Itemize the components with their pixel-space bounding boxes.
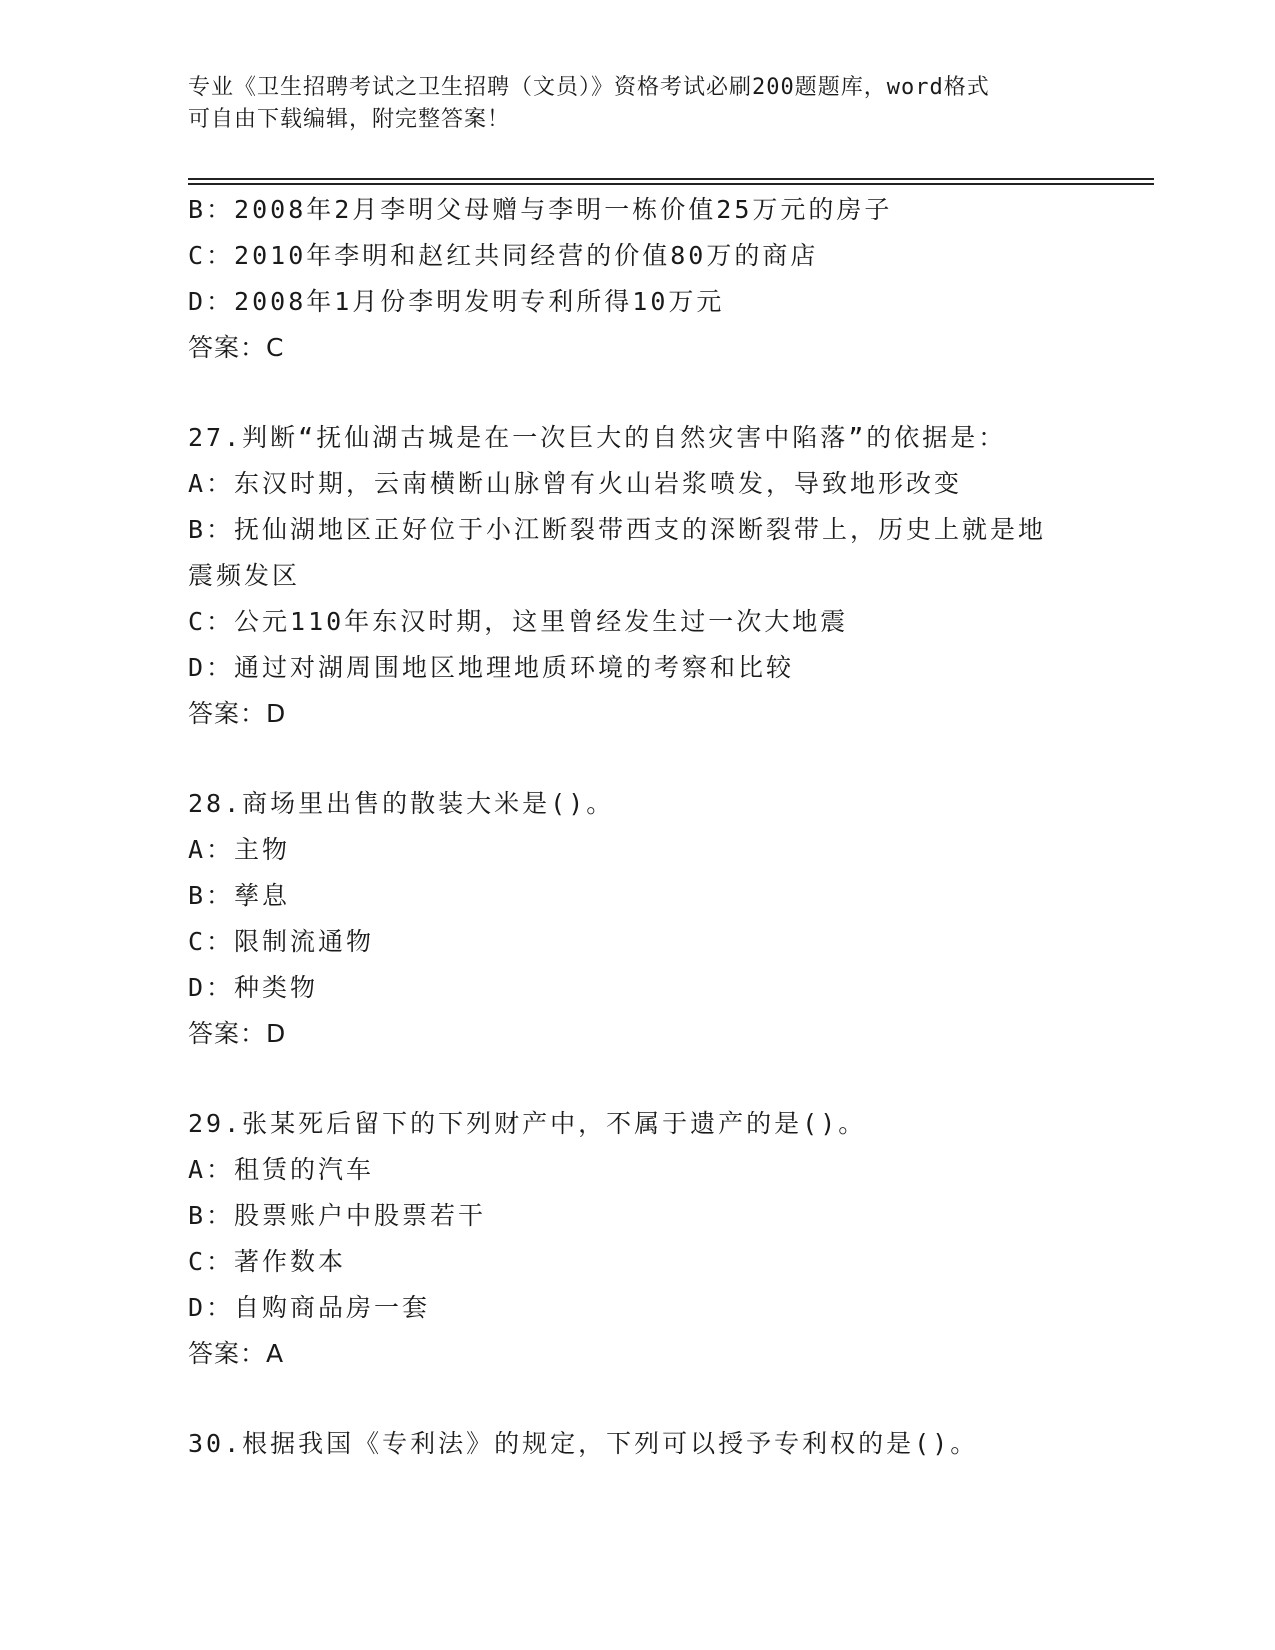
header-rule-top [188, 178, 1154, 180]
q27-question: 27.判断“抚仙湖古城是在一次巨大的自然灾害中陷落”的依据是： [188, 423, 1007, 452]
question-28-block [188, 781, 1088, 1057]
q28-answer: 答案：D [188, 1019, 287, 1048]
q28-option-d: D：种类物 [188, 973, 319, 1002]
q27-option-d: D：通过对湖周围地区地理地质环境的考察和比较 [188, 653, 795, 682]
q29-option-c: C：著作数本 [188, 1247, 347, 1276]
document-body [188, 187, 1088, 1467]
question-30-block [188, 1421, 1088, 1467]
q26-answer: 答案：C [188, 333, 285, 362]
question-26-block [188, 187, 1088, 371]
q27-option-b-line-2: 震频发区 [188, 561, 301, 590]
q29-option-d: D：自购商品房一套 [188, 1293, 431, 1322]
q29-option-a: A：租赁的汽车 [188, 1155, 375, 1184]
q26-option-b: B：2008年2月李明父母赠与李明一栋价值25万元的房子 [188, 195, 893, 224]
spacer [188, 1057, 1088, 1101]
spacer [188, 737, 1088, 781]
q28-option-b: B：孳息 [188, 881, 291, 910]
q27-option-c: C：公元110年东汉时期，这里曾经发生过一次大地震 [188, 607, 849, 636]
q29-option-b: B：股票账户中股票若干 [188, 1201, 487, 1230]
q29-question: 29.张某死后留下的下列财产中，不属于遗产的是()。 [188, 1109, 867, 1138]
q29-answer: 答案：A [188, 1339, 285, 1368]
q28-question: 28.商场里出售的散装大米是()。 [188, 789, 615, 818]
header-line-1: 专业《卫生招聘考试之卫生招聘（文员）》资格考试必刷200题题库，word格式 [188, 75, 990, 100]
document-header [188, 72, 1088, 136]
q30-question: 30.根据我国《专利法》的规定，下列可以授予专利权的是()。 [188, 1429, 979, 1458]
question-27-block [188, 415, 1088, 737]
q27-option-b-line-1: B：抚仙湖地区正好位于小江断裂带西支的深断裂带上，历史上就是地 [188, 515, 1047, 544]
q28-option-c: C：限制流通物 [188, 927, 375, 956]
header-line-2: 可自由下载编辑，附完整答案！ [188, 107, 511, 132]
header-rule-bottom [188, 183, 1154, 185]
question-29-block [188, 1101, 1088, 1377]
q26-option-d: D：2008年1月份李明发明专利所得10万元 [188, 287, 725, 316]
q28-option-a: A：主物 [188, 835, 291, 864]
q27-option-a: A：东汉时期，云南横断山脉曾有火山岩浆喷发，导致地形改变 [188, 469, 963, 498]
spacer [188, 1377, 1088, 1421]
spacer [188, 371, 1088, 415]
q27-answer: 答案：D [188, 699, 287, 728]
q26-option-c: C：2010年李明和赵红共同经营的价值80万的商店 [188, 241, 819, 270]
